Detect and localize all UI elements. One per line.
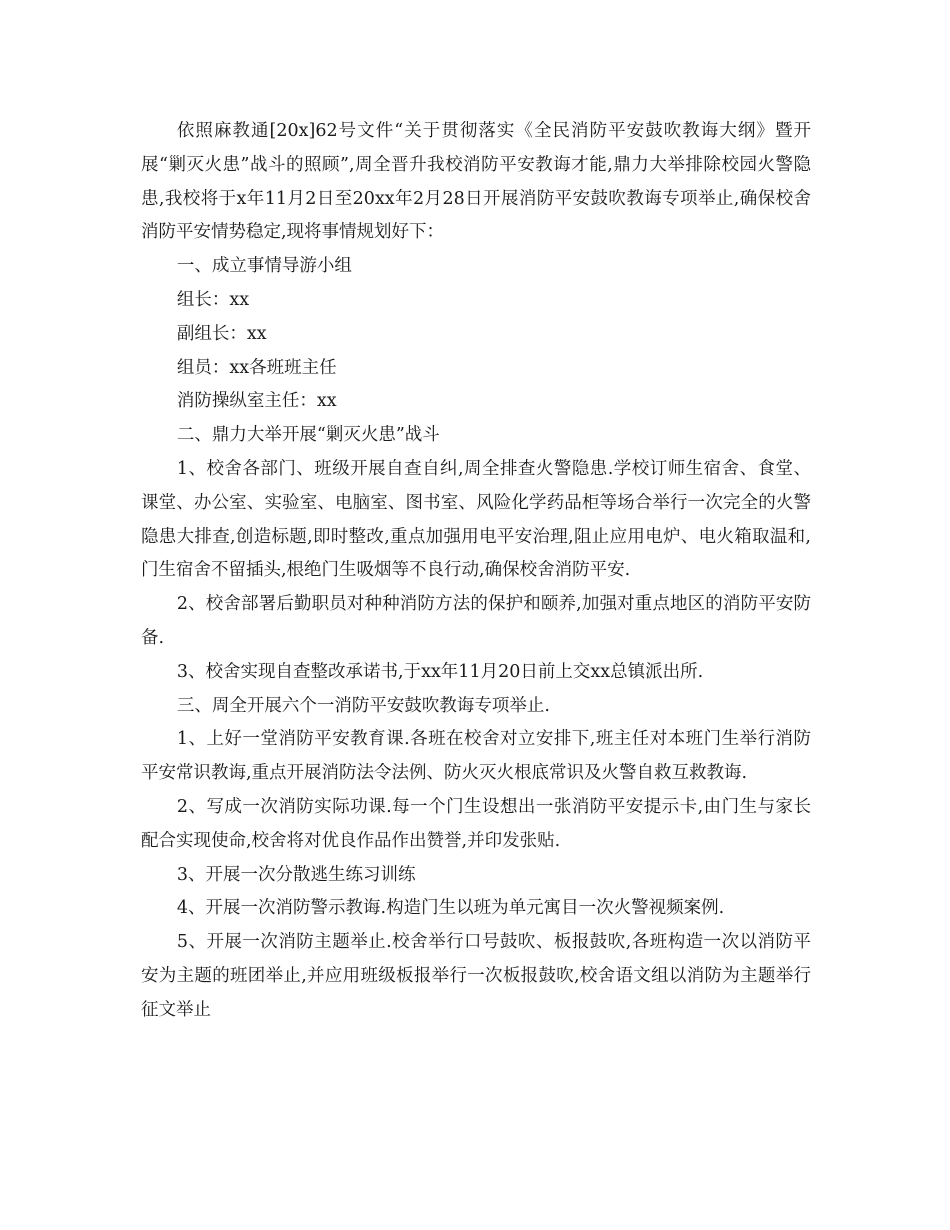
control-room-director-line: 消防操纵室主任：xx: [176, 391, 337, 412]
paragraph-item-3-2: 2、写成一次消防实际功课.每一个门生设想出一张消防平安提示卡,由门生与家长配合实现使命,校舍将对优良作品作出赞誉,并印发张贴.: [141, 796, 811, 851]
paragraph-item-3-4: 4、开展一次消防警示教诲.构造门生以班为单元寓目一次火警视频案例.: [176, 898, 725, 919]
paragraph-item-3-1: 1、上好一堂消防平安教育课.各班在校舍对立安排下,班主任对本班门生举行消防平安常识教诲,重点开展消防法令法例、防火灭火根底常识及火警自救互救教诲.: [141, 729, 811, 784]
paragraph-item-2-3: 3、校舍实现自查整改承诺书,于xx年11月20日前上交xx总镇派出所.: [176, 661, 704, 682]
team-leader-line: 组长：xx: [176, 289, 250, 310]
paragraph-item-3-5: 5、开展一次消防主题举止.校舍举行口号鼓吹、板报鼓吹,各班构造一次以消防平安为主题的班团举止,并应用班级板报举行一次板报鼓吹,校舍语文组以消防为主题举行征文举止: [141, 932, 811, 1020]
deputy-leader-line: 副组长：xx: [176, 323, 267, 344]
paragraph-intro: 依照麻教通[20x]62号文件“关于贯彻落实《全民消防平安鼓吹教诲大纲》暨开展“剿灭火患”战斗的照顾”,周全晋升我校消防平安教诲才能,鼎力大举排除校园火警隐患,我校将于x年11月2日至20xx年2月28日开展消防平安鼓吹教诲专项举止,确保校舍消防平安情势稳定,现将事情规划好下：: [141, 121, 811, 243]
paragraph-item-2-2: 2、校舍部署后勤职员对种种消防方法的保护和颐养,加强对重点地区的消防平安防备.: [141, 594, 811, 648]
paragraph-item-2-1: 1、校舍各部门、班级开展自查自纠,周全排查火警隐患.学校订师生宿舍、食堂、课堂、办公室、实验室、电脑室、图书室、风险化学药品柜等场合举行一次完全的火警隐患大排查,创造标题,即时整改,重点加强用电平安治理,阻止应用电炉、电火箱取温和,门生宿舍不留插头,根绝门生吸烟等不良行动,确保校舍消防平安.: [141, 458, 811, 581]
team-members-line: 组员：xx各班班主任: [176, 357, 337, 378]
paragraph-item-3-3: 3、开展一次分散逃生练习训练: [176, 864, 416, 885]
heading-section-1: 一、成立事情导游小组: [176, 256, 352, 277]
document-body: [141, 115, 811, 1028]
heading-section-3: 三、周全开展六个一消防平安鼓吹教诲专项举止.: [176, 695, 550, 716]
heading-section-2: 二、鼎力大举开展“剿灭火患”战斗: [176, 425, 440, 446]
